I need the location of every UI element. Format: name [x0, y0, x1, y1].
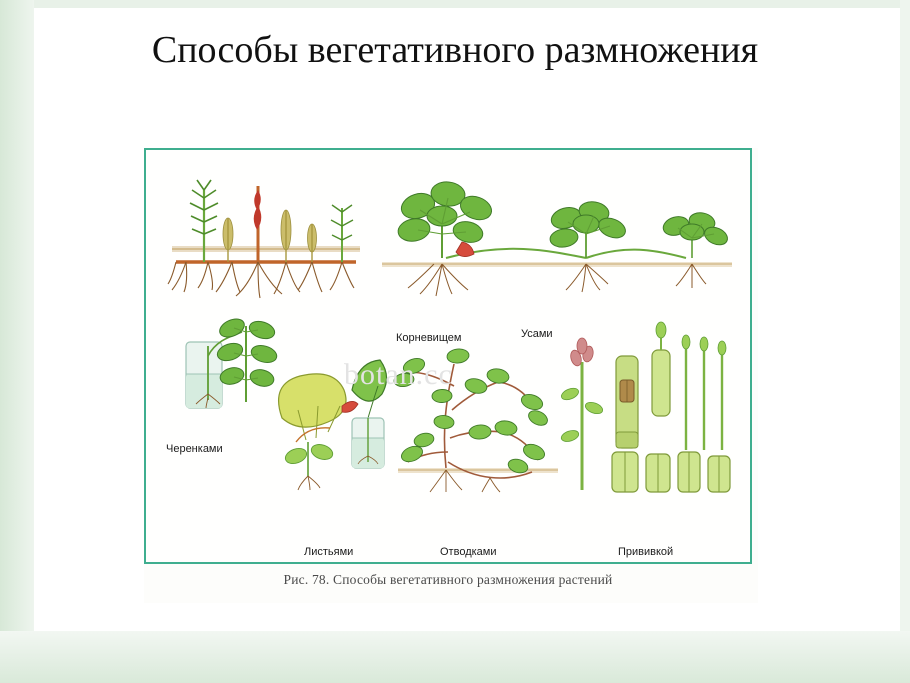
watermark: botan.cc — [344, 358, 453, 391]
decorative-top-band — [0, 0, 910, 8]
label-runners: Усами — [521, 328, 553, 340]
decorative-right-band — [900, 0, 910, 683]
label-leaves: Листьями — [304, 546, 354, 558]
label-layering: Отводками — [440, 546, 497, 558]
page-title: Способы вегетативного размножения — [151, 29, 759, 71]
label-rhizome: Корневищем — [396, 332, 462, 344]
label-grafting: Прививкой — [618, 546, 674, 558]
label-cuttings: Черенками — [166, 443, 223, 455]
vegetative-propagation-illustration — [146, 150, 750, 562]
decorative-bottom-band — [0, 631, 910, 683]
runners-illustration — [382, 180, 732, 296]
decorative-left-band — [0, 0, 34, 683]
figure-container — [144, 148, 758, 603]
grafting-illustration — [560, 322, 730, 492]
cuttings-illustration — [186, 315, 279, 408]
figure-caption: Рис. 78. Способы вегетативного размножения растений — [283, 572, 613, 587]
figure-frame — [144, 148, 752, 564]
rhizome-illustration — [168, 180, 360, 298]
